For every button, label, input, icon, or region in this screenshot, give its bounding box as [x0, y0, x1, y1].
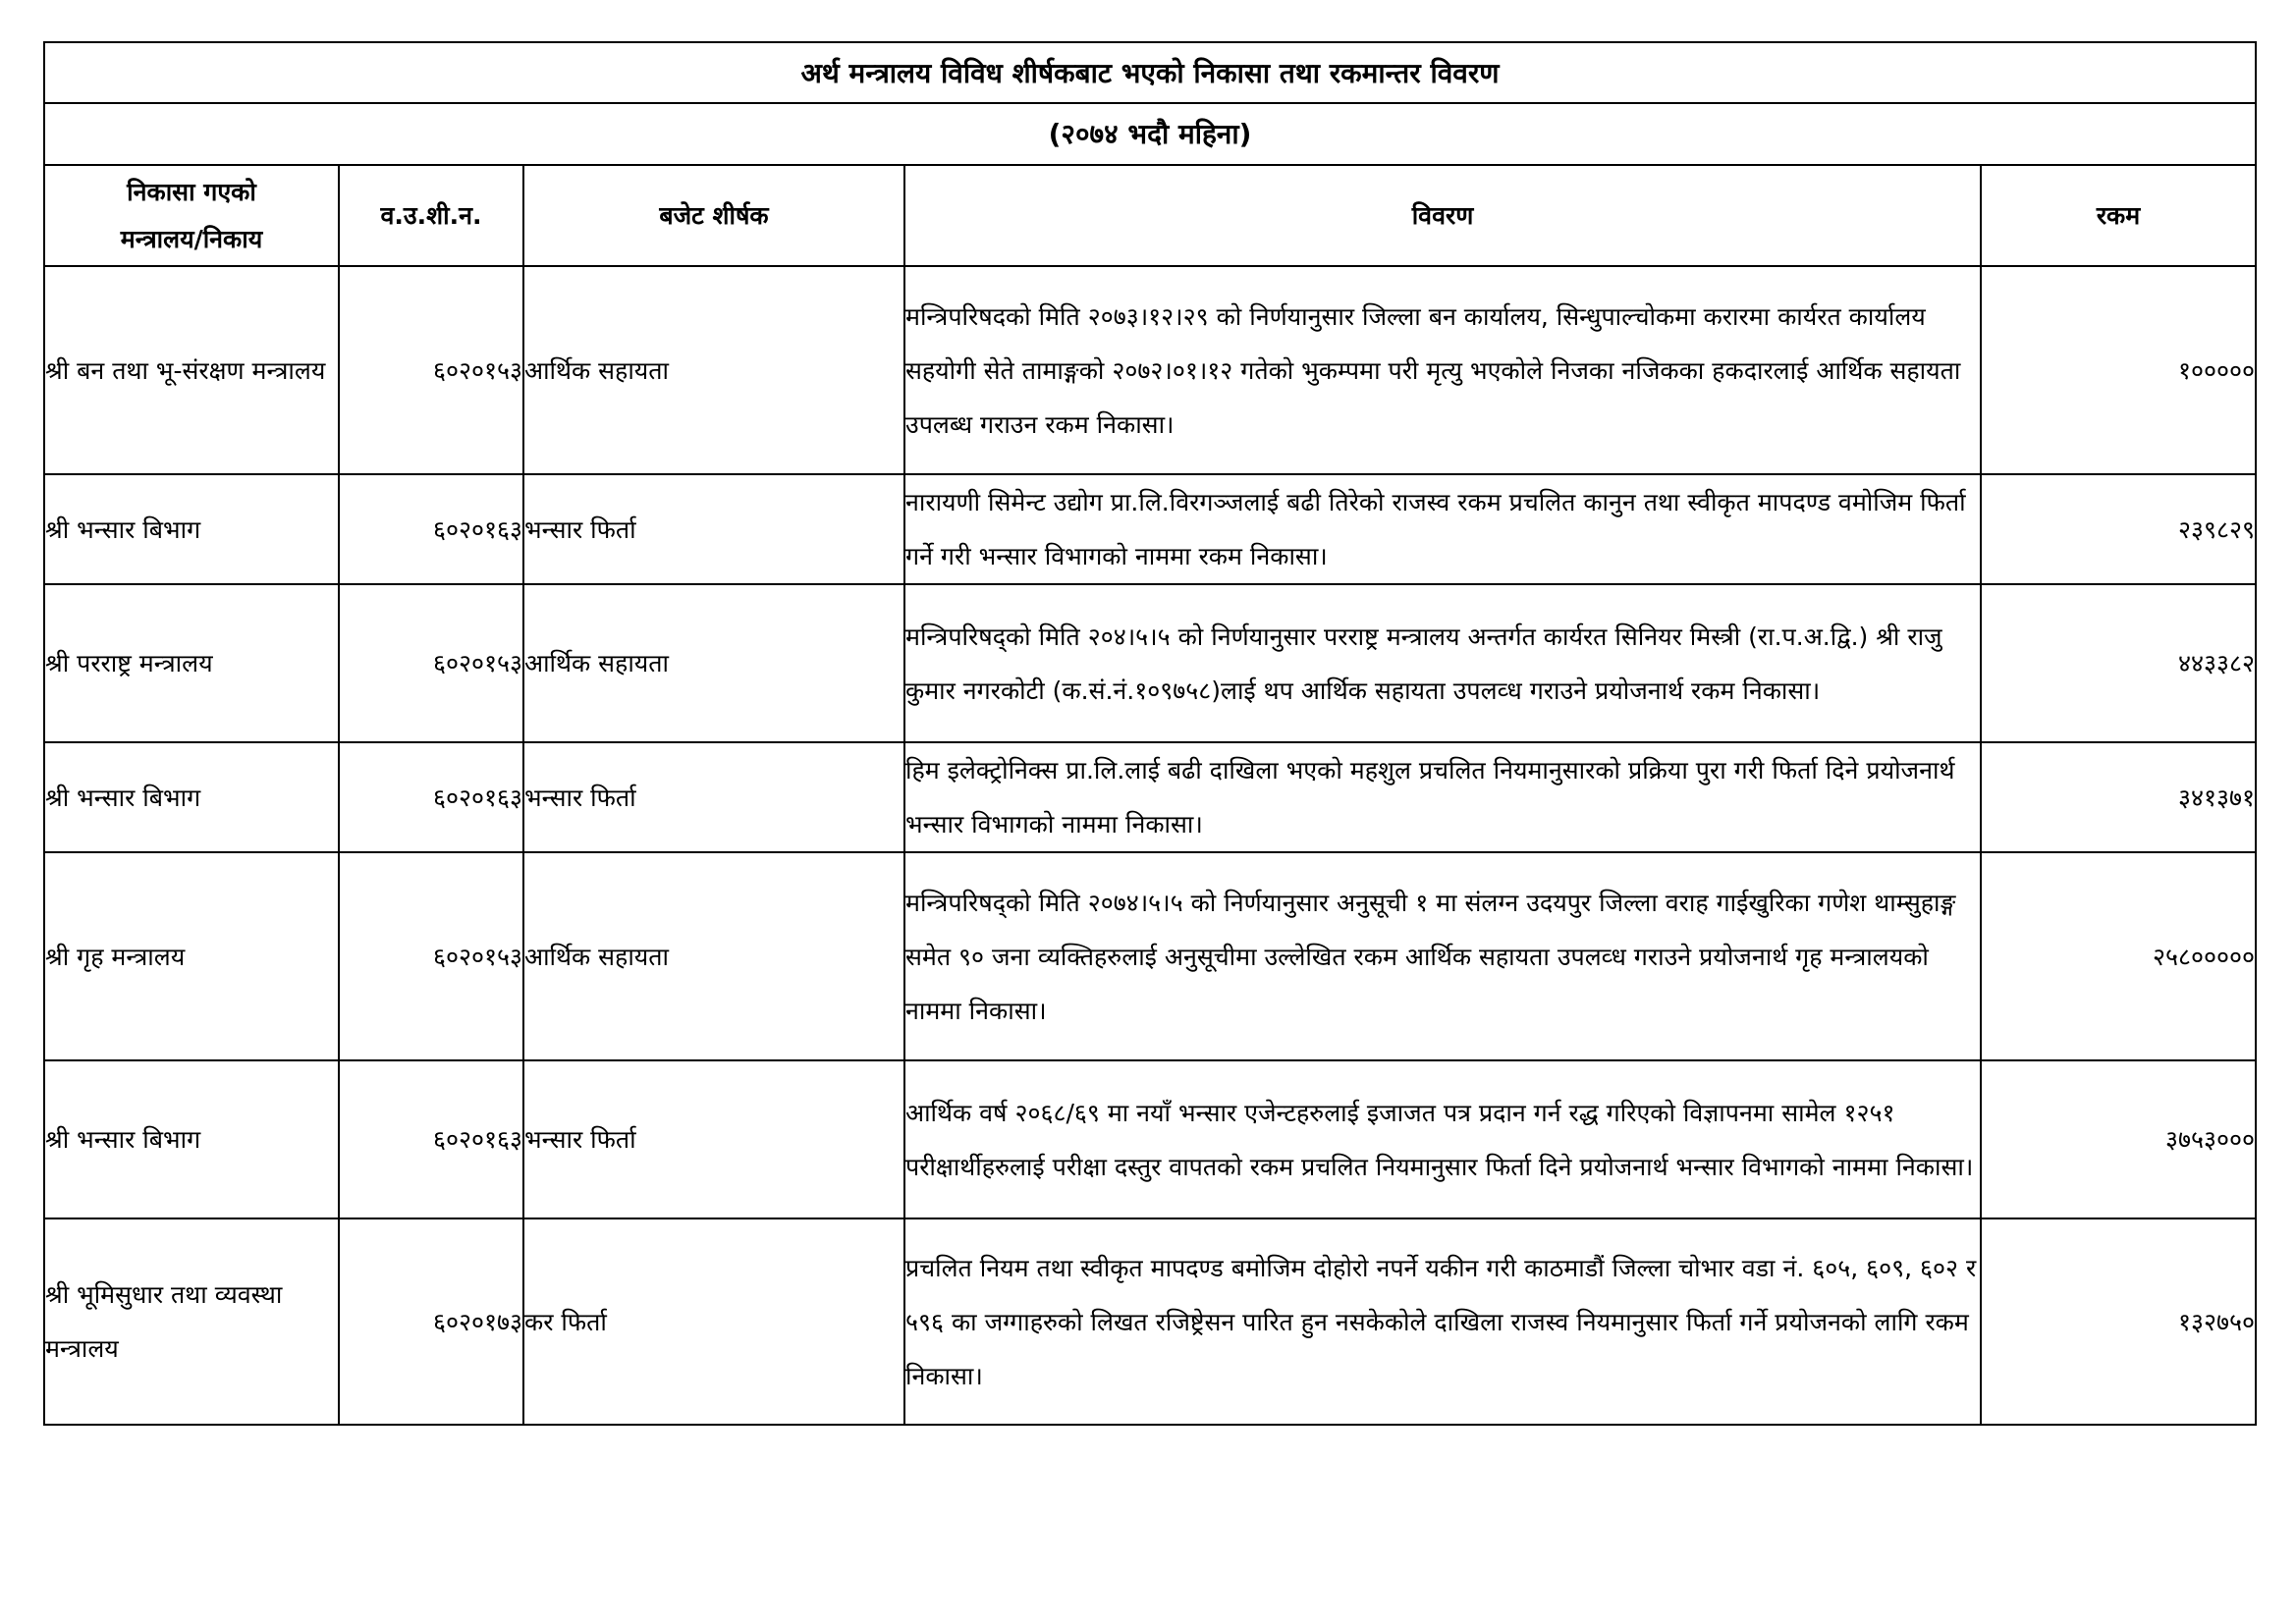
code-cell: ६०२०१६३ — [339, 742, 523, 852]
budget-cell: भन्सार फिर्ता — [523, 1060, 904, 1218]
column-header-ministry-line2: मन्त्रालय/निकाय — [120, 224, 263, 253]
code-cell: ६०२०१६३ — [339, 474, 523, 584]
description-cell: हिम इलेक्ट्रोनिक्स प्रा.लि.लाई बढी दाखिला भएको महशुल प्रचलित नियमानुसारको प्रक्रिया पुरा गरी फिर्ता दिने प्रयोजनार्थ भन्सार विभागको नाममा निकासा। — [904, 742, 1981, 852]
table-row — [44, 474, 2256, 584]
column-header-budget: बजेट शीर्षक — [523, 165, 904, 266]
ministry-cell: श्री भन्सार बिभाग — [44, 474, 339, 584]
ministry-cell: श्री परराष्ट्र मन्त्रालय — [44, 584, 339, 742]
amount-cell: २५८००००० — [1981, 852, 2256, 1060]
table-row — [44, 1060, 2256, 1218]
subtitle-row — [44, 103, 2256, 165]
ministry-cell: श्री भन्सार बिभाग — [44, 1060, 339, 1218]
ministry-cell: श्री भन्सार बिभाग — [44, 742, 339, 852]
ministry-cell: श्री गृह मन्त्रालय — [44, 852, 339, 1060]
table-row — [44, 852, 2256, 1060]
column-header-ministry — [44, 165, 339, 266]
table-row — [44, 584, 2256, 742]
amount-cell: ३७५३००० — [1981, 1060, 2256, 1218]
budget-cell: आर्थिक सहायता — [523, 852, 904, 1060]
budget-cell: भन्सार फिर्ता — [523, 474, 904, 584]
table-row — [44, 742, 2256, 852]
description-cell: मन्त्रिपरिषद्को मिति २०४।५।५ को निर्णयानुसार परराष्ट्र मन्त्रालय अन्तर्गत कार्यरत सिनियर मिस्त्री (रा.प.अ.द्वि.) श्री राजु कुमार नगरकोटी (क.सं.नं.१०९७५८)लाई थप आर्थिक सहायता उपलव्ध गराउने प्रयोजनार्थ रकम निकासा। — [904, 584, 1981, 742]
report-title: अर्थ मन्त्रालय विविध शीर्षकबाट भएको निकासा तथा रकमान्तर विवरण — [44, 42, 2256, 103]
column-header-amount: रकम — [1981, 165, 2256, 266]
code-cell: ६०२०१६३ — [339, 1060, 523, 1218]
description-cell: मन्त्रिपरिषदको मिति २०७३।१२।२९ को निर्णयानुसार जिल्ला बन कार्यालय, सिन्धुपाल्चोकमा करारमा कार्यरत कार्यालय सहयोगी सेते तामाङ्गको २०७२।०१।१२ गतेको भुकम्पमा परी मृत्यु भएकोले निजका नजिकका हकदारलाई आर्थिक सहायता उपलब्ध गराउन रकम निकासा। — [904, 266, 1981, 474]
amount-cell: १३२७५० — [1981, 1218, 2256, 1425]
code-cell: ६०२०१५३ — [339, 852, 523, 1060]
code-cell: ६०२०१७३ — [339, 1218, 523, 1425]
description-cell: प्रचलित नियम तथा स्वीकृत मापदण्ड बमोजिम दोहोरो नपर्ने यकीन गरी काठमाडौं जिल्ला चोभार वडा नं. ६०५, ६०९, ६०२ र ५९६ का जग्गाहरुको लिखत रजिष्ट्रेसन पारित हुन नसकेकोले दाखिला राजस्व नियमानुसार फिर्ता गर्ने प्रयोजनको लागि रकम निकासा। — [904, 1218, 1981, 1425]
table-row — [44, 266, 2256, 474]
description-cell: मन्त्रिपरिषद्को मिति २०७४।५।५ को निर्णयानुसार अनुसूची १ मा संलग्न उदयपुर जिल्ला वराह गाईखुरिका गणेश थाम्सुहाङ्ग समेत ९० जना व्यक्तिहरुलाई अनुसूचीमा उल्लेखित रकम आर्थिक सहायता उपलव्ध गराउने प्रयोजनार्थ गृह मन्त्रालयको नाममा निकासा। — [904, 852, 1981, 1060]
column-header-description: विवरण — [904, 165, 1981, 266]
budget-cell: आर्थिक सहायता — [523, 266, 904, 474]
code-cell: ६०२०१५३ — [339, 266, 523, 474]
column-header-code: व.उ.शी.न. — [339, 165, 523, 266]
description-cell: नारायणी सिमेन्ट उद्योग प्रा.लि.विरगञ्जलाई बढी तिरेको राजस्व रकम प्रचलित कानुन तथा स्वीकृत मापदण्ड वमोजिम फिर्ता गर्ने गरी भन्सार विभागको नाममा रकम निकासा। — [904, 474, 1981, 584]
description-cell: आर्थिक वर्ष २०६८/६९ मा नयाँ भन्सार एजेन्टहरुलाई इजाजत पत्र प्रदान गर्न रद्ध गरिएको विज्ञापनमा सामेल १२५१ परीक्षार्थीहरुलाई परीक्षा दस्तुर वापतको रकम प्रचलित नियमानुसार फिर्ता दिने प्रयोजनार्थ भन्सार विभागको नाममा निकासा। — [904, 1060, 1981, 1218]
budget-cell: भन्सार फिर्ता — [523, 742, 904, 852]
ministry-cell: श्री बन तथा भू-संरक्षण मन्त्रालय — [44, 266, 339, 474]
disbursement-table — [43, 41, 2257, 1426]
budget-cell: कर फिर्ता — [523, 1218, 904, 1425]
budget-cell: आर्थिक सहायता — [523, 584, 904, 742]
table-row — [44, 1218, 2256, 1425]
header-row — [44, 165, 2256, 266]
ministry-cell: श्री भूमिसुधार तथा व्यवस्था मन्त्रालय — [44, 1218, 339, 1425]
amount-cell: १००००० — [1981, 266, 2256, 474]
report-subtitle: (२०७४ भदौ महिना) — [44, 103, 2256, 165]
amount-cell: २३९८२९ — [1981, 474, 2256, 584]
title-row — [44, 42, 2256, 103]
code-cell: ६०२०१५३ — [339, 584, 523, 742]
amount-cell: ४४३३८२ — [1981, 584, 2256, 742]
column-header-ministry-line1: निकासा गएको — [127, 177, 256, 206]
amount-cell: ३४१३७१ — [1981, 742, 2256, 852]
